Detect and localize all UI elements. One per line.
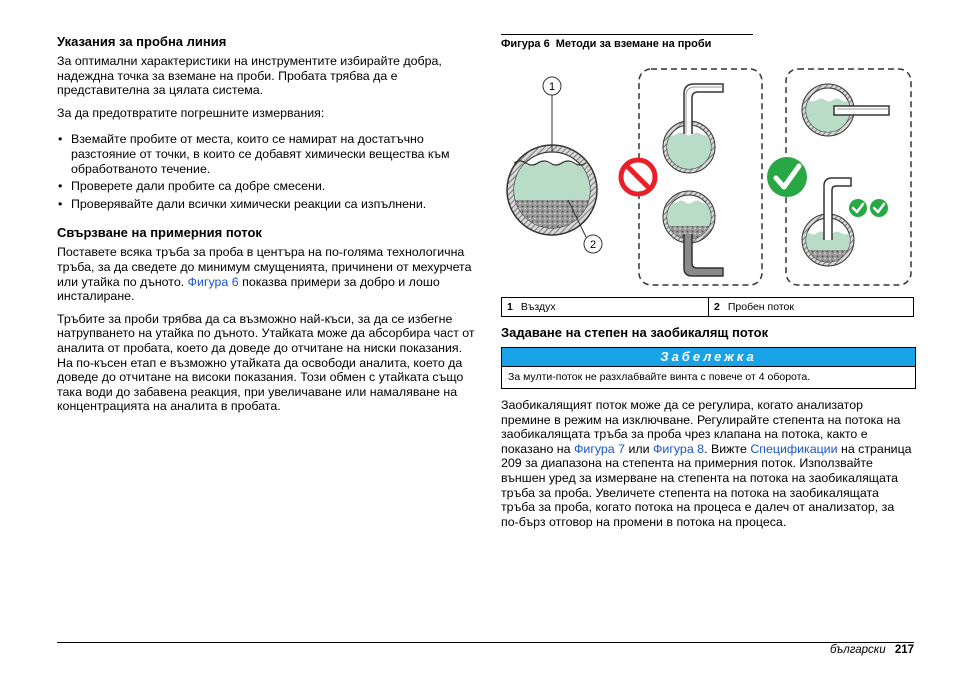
figure-number: Фигура 6 [501,38,550,50]
paragraph-prevent-errors: За да предотвратите погрешните измервания: [57,105,325,120]
note-title: Забележка [502,348,915,367]
approved-icon [767,157,807,197]
figure-6-link[interactable]: Фигура 6 [187,274,239,289]
process-pipe-cross-section [507,145,601,240]
specifications-link[interactable]: Спецификации [750,441,838,456]
bad-top-example [661,84,723,180]
svg-text:1: 1 [548,81,556,93]
list-item: • Вземайте пробите от места, които се намират на достатъчно разстояние от точки, в които се добавят химически вещества към обработваното течение. [57,132,477,176]
paragraph-sample-point: За оптимални характеристики на инструментите избирайте добра, надеждна точка за вземане на проби. Пробата трябва да е представителна за цялата система. [57,54,442,98]
callout-1 [543,77,561,152]
right-column [501,325,914,537]
note-text: За мулти-поток не разхлабвайте винта с повече от 4 оборота. [508,371,811,383]
bullet-list [57,132,477,211]
bad-bottom-example [661,191,723,276]
small-check-icon [870,199,888,217]
good-top-example [801,84,889,140]
svg-text:2: 2 [589,239,597,251]
legend-item: 1 Въздух [502,298,709,317]
good-bottom-example [801,178,861,270]
left-column [57,34,477,422]
sampling-methods-figure [501,60,921,296]
list-item: • Проверете дали пробите са добре смесени. [57,179,477,194]
note-box [501,347,916,389]
list-item: • Проверявайте дали всички химически реакции са изпълнени. [57,197,477,212]
page-number: 217 [894,644,914,656]
figure-7-link[interactable]: Фигура 7 [573,441,626,456]
paragraph-sample-tube: Поставете всяка тръба за проба в центъра на по-голяма технологична тръба, за да сведете до минимум смущенията, причинени от мехурчета или утайка по дъното. Фигура 6 показва примери за добро и лошо инсталиране. [57,245,472,304]
footer-language: български [829,644,886,656]
small-check-icon [849,199,867,217]
prohibited-icon [621,160,655,194]
figure-caption: Методи за вземане на проби [555,38,712,50]
figure-8-link[interactable]: Фигура 8 [653,441,705,456]
paragraph-bypass: Заобикалящият поток може да се регулира, когато анализатор премине в режим на изключване. Регулирайте степента на потока на заобикалящата тръба за проба чрез клапана на потока, както е показано на Фигура 7 или Фигура 8. Вижте Спецификации на страница 209 за диапазона на степента на примерния поток. Използвайте външен уред за измерване на степента на потока на заобикалящата тръба за проба. Увеличете степента на потока на заобикалящата тръба за проба, когато потока на процеса е далеч от анализатор, за по-бърз отговор на промени в потока на процеса. [501,398,912,529]
footer-rule [57,642,914,643]
heading-connect-sample-stream: Свързване на примерния поток [57,225,262,241]
heading-sample-line: Указания за пробна линия [57,34,227,49]
page-footer [830,644,914,656]
paragraph-sediment: Тръбите за проби трябва да са възможно най-къси, за да се избегне натрупването на утайка по дъното. Утайката може да абсорбира част от аналита от пробата, което да доведе до отчитане на ниски показания. На по-късен етап е възможно утайката да освободи аналита, което да доведе до отчитане на високи показания. Този обмен с утайката също така води до забавена реакция, при увеличаване или намаляване на концентрацията на аналита в пробата. [57,311,475,414]
figure-title [501,34,753,54]
legend-item: 2 Пробен поток [709,298,914,317]
figure-legend [501,297,914,317]
heading-bypass-flow: Задаване на степен на заобикалящ поток [501,325,769,340]
